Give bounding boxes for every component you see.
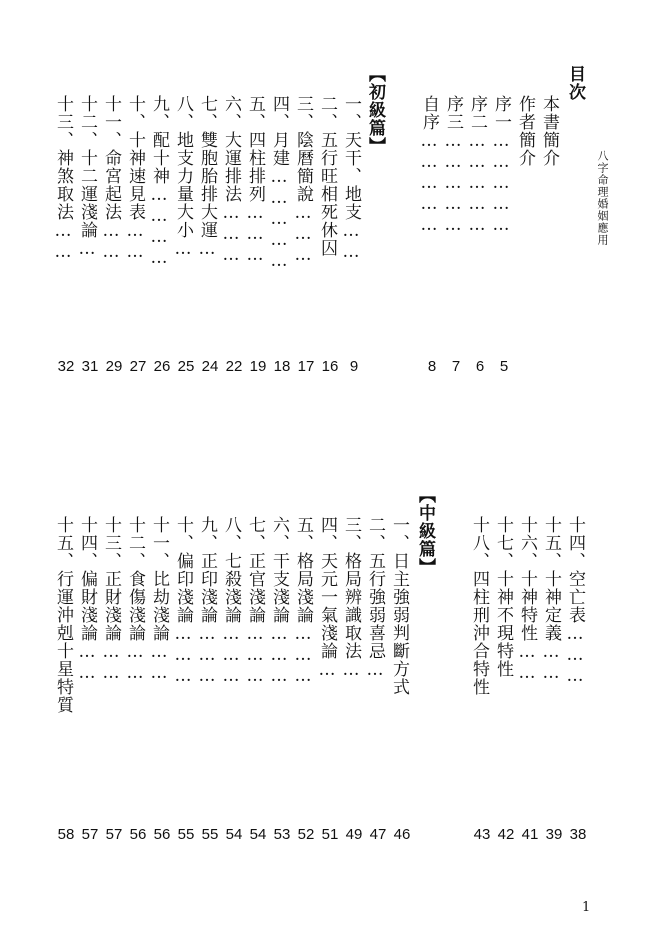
toc-entry[interactable] [540, 95, 564, 167]
toc-entry-label: 三、格局辨識取法… [341, 516, 361, 681]
toc-entry-label: 六、干支淺論……… [269, 516, 289, 687]
toc-entry-label: 五、格局淺論……… [293, 516, 313, 687]
toc-entry-label: 十五、行運沖剋十星特質 [53, 516, 73, 714]
toc-entry-page: 27 [129, 358, 147, 375]
toc-entry[interactable] [467, 95, 492, 375]
toc-entry[interactable] [173, 95, 198, 375]
toc-entry[interactable] [365, 516, 390, 843]
toc-entry-page: 39 [545, 826, 563, 843]
toc-entry-page: 29 [105, 358, 123, 375]
toc-entry-label: 十一、命宮起法…… [101, 95, 121, 263]
toc-entry[interactable] [516, 95, 540, 167]
toc-entry[interactable] [101, 95, 126, 375]
toc-entry[interactable] [317, 516, 342, 843]
toc-entry[interactable] [197, 516, 222, 843]
toc-entry-page: 17 [297, 358, 315, 375]
toc-entry-label: 十二、十二運淺論… [77, 95, 97, 260]
toc-entry-label: 五、四柱排列……… [245, 95, 265, 266]
toc-entry[interactable] [125, 516, 150, 843]
toc-entry-label: 一、日主強弱判斷方式 [389, 516, 409, 696]
toc-entry-page: 47 [369, 826, 387, 843]
toc-entry-label: 十四、偏財淺論…… [77, 516, 97, 684]
toc-entry-page: 19 [249, 358, 267, 375]
toc-entry-page: 55 [201, 826, 219, 843]
toc-entry-page: 6 [475, 358, 485, 375]
toc-entry-label: 序三…………… [443, 95, 463, 236]
page-number: 1 [582, 900, 591, 915]
toc-entry-page: 43 [473, 826, 491, 843]
toc-entry-label: 九、正印淺論……… [197, 516, 217, 687]
toc-entry-label: 七、正官淺論……… [245, 516, 265, 687]
toc-entry-page: 57 [81, 826, 99, 843]
toc-entry[interactable] [341, 516, 366, 843]
toc-entry[interactable] [197, 95, 222, 375]
toc-entry-label: 九、配十神………… [149, 95, 169, 269]
toc-entry[interactable] [53, 95, 78, 375]
toc-entry[interactable] [341, 95, 366, 375]
toc-entry[interactable] [269, 95, 294, 375]
toc-entry-page: 31 [81, 358, 99, 375]
section-title-text: 目次 [565, 65, 585, 101]
toc-entry-label: 本書簡介 [539, 95, 559, 167]
toc-entry[interactable] [517, 516, 542, 843]
toc-entry-label: 十、十神速見表…… [125, 95, 145, 263]
toc-entry-page: 25 [177, 358, 195, 375]
toc-entry-page: 9 [349, 358, 359, 375]
toc-entry-label: 二、五行強弱喜忌… [365, 516, 385, 681]
toc-entry[interactable] [125, 95, 150, 375]
toc-entry-label: 四、月建…………… [269, 95, 289, 272]
toc-entry[interactable] [101, 516, 126, 843]
toc-entry-page: 58 [57, 826, 75, 843]
toc-entry-label: 六、大運排法……… [221, 95, 241, 266]
toc-entry-page: 8 [427, 358, 437, 375]
toc-entry-label: 十五、十神定義…… [541, 516, 561, 684]
toc-entry-page: 55 [177, 826, 195, 843]
toc-entry[interactable] [389, 516, 414, 843]
toc-entry-page: 54 [225, 826, 243, 843]
toc-entry-page: 18 [273, 358, 291, 375]
toc-entry-page: 57 [105, 826, 123, 843]
toc-entry-page: 38 [569, 826, 587, 843]
toc-entry[interactable] [293, 516, 318, 843]
toc-entry[interactable] [293, 95, 318, 375]
toc-entry-page: 22 [225, 358, 243, 375]
toc-entry-page: 51 [321, 826, 339, 843]
section-title-text: 【中級篇】 [415, 486, 435, 576]
toc-entry-label: 七、雙胞胎排大運… [197, 95, 217, 260]
toc-entry-label: 十二、食傷淺論…… [125, 516, 145, 684]
toc-entry-label: 序二…………… [467, 95, 487, 236]
toc-entry[interactable] [77, 516, 102, 843]
toc-entry[interactable] [443, 95, 468, 375]
toc-entry-label: 三、陰曆簡說……… [293, 95, 313, 266]
toc-entry-label: 八、地支力量大小… [173, 95, 193, 260]
section-title [366, 65, 390, 155]
toc-entry[interactable] [317, 95, 342, 375]
toc-entry-page: 49 [345, 826, 363, 843]
toc-entry-label: 十四、空亡表……… [565, 516, 585, 687]
toc-entry-label: 十六、十神特性…… [517, 516, 537, 684]
toc-entry[interactable] [269, 516, 294, 843]
toc-entry[interactable] [149, 95, 174, 375]
toc-entry[interactable] [149, 516, 174, 843]
toc-entry-label: 十三、神煞取法…… [53, 95, 73, 263]
toc-entry[interactable] [419, 95, 444, 375]
toc-entry-label: 十八、四柱刑沖合特性 [469, 516, 489, 696]
toc-entry-page: 53 [273, 826, 291, 843]
toc-entry-label: 一、天干、地支…… [341, 95, 361, 263]
toc-entry-label: 二、五行旺相死休囚 [317, 95, 337, 257]
toc-entry-page: 52 [297, 826, 315, 843]
toc-entry-label: 八、七殺淺論……… [221, 516, 241, 687]
toc-entry[interactable] [541, 516, 566, 843]
toc-entry-page: 56 [153, 826, 171, 843]
toc-entry-page: 5 [499, 358, 509, 375]
toc-entry[interactable] [221, 95, 246, 375]
toc-entry[interactable] [245, 516, 270, 843]
toc-entry[interactable] [173, 516, 198, 843]
toc-entry-page: 41 [521, 826, 539, 843]
toc-entry-label: 作者簡介 [515, 95, 535, 167]
toc-entry[interactable] [469, 516, 494, 843]
toc-entry-label: 十、偏印淺論……… [173, 516, 193, 687]
toc-entry-page: 54 [249, 826, 267, 843]
toc-entry[interactable] [245, 95, 270, 375]
toc-entry-label: 十七、十神不現特性 [493, 516, 513, 678]
toc-entry[interactable] [565, 516, 590, 843]
toc-entry-label: 十三、正財淺論…… [101, 516, 121, 684]
toc-entry-label: 四、天元一氣淺論… [317, 516, 337, 681]
toc-entry[interactable] [221, 516, 246, 843]
toc-entry-page: 26 [153, 358, 171, 375]
toc-entry-page: 56 [129, 826, 147, 843]
toc-entry[interactable] [53, 516, 78, 843]
toc-entry-page: 24 [201, 358, 219, 375]
toc-entry-page: 46 [393, 826, 411, 843]
section-title-text: 【初級篇】 [365, 65, 385, 155]
toc-entry-page: 32 [57, 358, 75, 375]
toc-entry[interactable] [77, 95, 102, 375]
running-head: 八字命理婚姻應用 [596, 150, 609, 246]
toc-entry-label: 十一、比劫淺論…… [149, 516, 169, 684]
toc-entry-label: 自序…………… [419, 95, 439, 236]
toc-entry-page: 16 [321, 358, 339, 375]
toc-entry-label: 序一…………… [491, 95, 511, 236]
section-title [566, 65, 590, 101]
section-title [416, 486, 440, 576]
toc-entry-page: 42 [497, 826, 515, 843]
toc-entry[interactable] [491, 95, 516, 375]
toc-entry-page: 7 [451, 358, 461, 375]
toc-entry[interactable] [493, 516, 518, 843]
